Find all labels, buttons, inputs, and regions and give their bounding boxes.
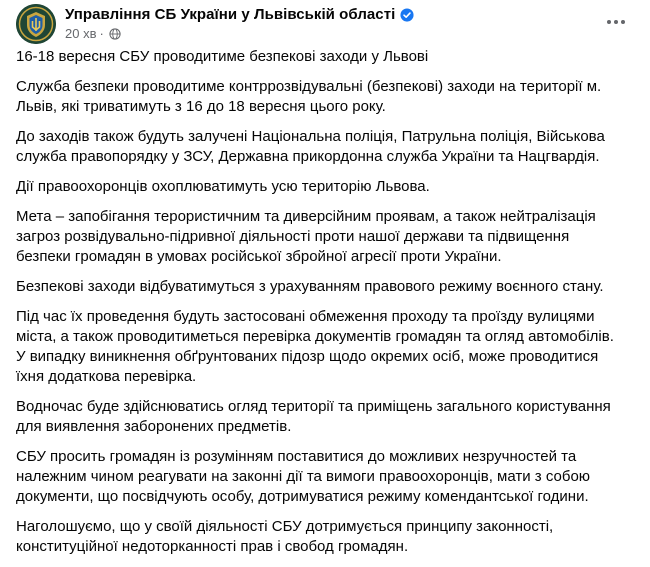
post-paragraph: 16-18 вересня СБУ проводитиме безпекові заходи у Львові: [16, 48, 429, 65]
post-paragraph: До заходів також будуть залучені Національна поліція, Патрульна поліція, Військова служба правопорядку у ЗСУ, Державна прикордонна служба України та Нацгвардія.: [16, 128, 605, 165]
post-paragraph: Наголошуємо, що у своїй діяльності СБУ дотримується принципу законності, конституційної недоторканності прав і свобод громадян.: [16, 518, 554, 555]
post-paragraph: Мета – запобігання терористичним та диверсійним проявам, а також нейтралізація загроз розвідувально-підривної діяльності проти нашої держави та підвищення безпеки громадян в умовах російської збройної агресії проти України.: [16, 208, 596, 265]
post-paragraph: Служба безпеки проводитиме контррозвідувальні (безпекові) заходи на території м. Львів, які триватимуть з 16 до 18 вересня цього року.: [16, 78, 602, 115]
page-name-row: [65, 6, 414, 23]
globe-icon[interactable]: [109, 28, 121, 40]
page-name[interactable]: Управління СБ України у Львівській області: [65, 6, 396, 23]
post-paragraph: Під час їх проведення будуть застосовані обмеження проходу та проїзду вулицями міста, а також проводитиметься перевірка документів громадян та огляд автомобілів. У випадку виникнення обґрунтованих підозр щодо окремих осіб, може проводитися їхня додаткова перевірка.: [16, 308, 614, 385]
post-meta: [65, 26, 121, 41]
post-timestamp[interactable]: 20 хв: [65, 26, 97, 41]
meta-separator: ·: [99, 26, 104, 41]
more-options-icon[interactable]: [604, 12, 628, 32]
post-paragraph: СБУ просить громадян із розумінням поставитися до можливих незручностей та належним чином реагувати на законні дії та вимоги правоохоронців, мати з собою документи, що посвідчують особу, дотримуватися режиму комендантської години.: [16, 448, 591, 505]
post-paragraph: Безпекові заходи відбуватимуться з урахуванням правового режиму воєнного стану.: [16, 278, 604, 295]
page-avatar[interactable]: [16, 4, 56, 44]
post-body: [16, 47, 626, 567]
verified-badge-icon: [400, 8, 414, 22]
post-paragraph: Дії правоохоронців охоплюватимуть усю територію Львова.: [16, 178, 430, 195]
post-paragraph: Водночас буде здійснюватись огляд території та приміщень загального користування для виявлення заборонених предметів.: [16, 398, 611, 435]
ssu-emblem-icon: [16, 4, 56, 44]
post-header: [16, 4, 634, 44]
